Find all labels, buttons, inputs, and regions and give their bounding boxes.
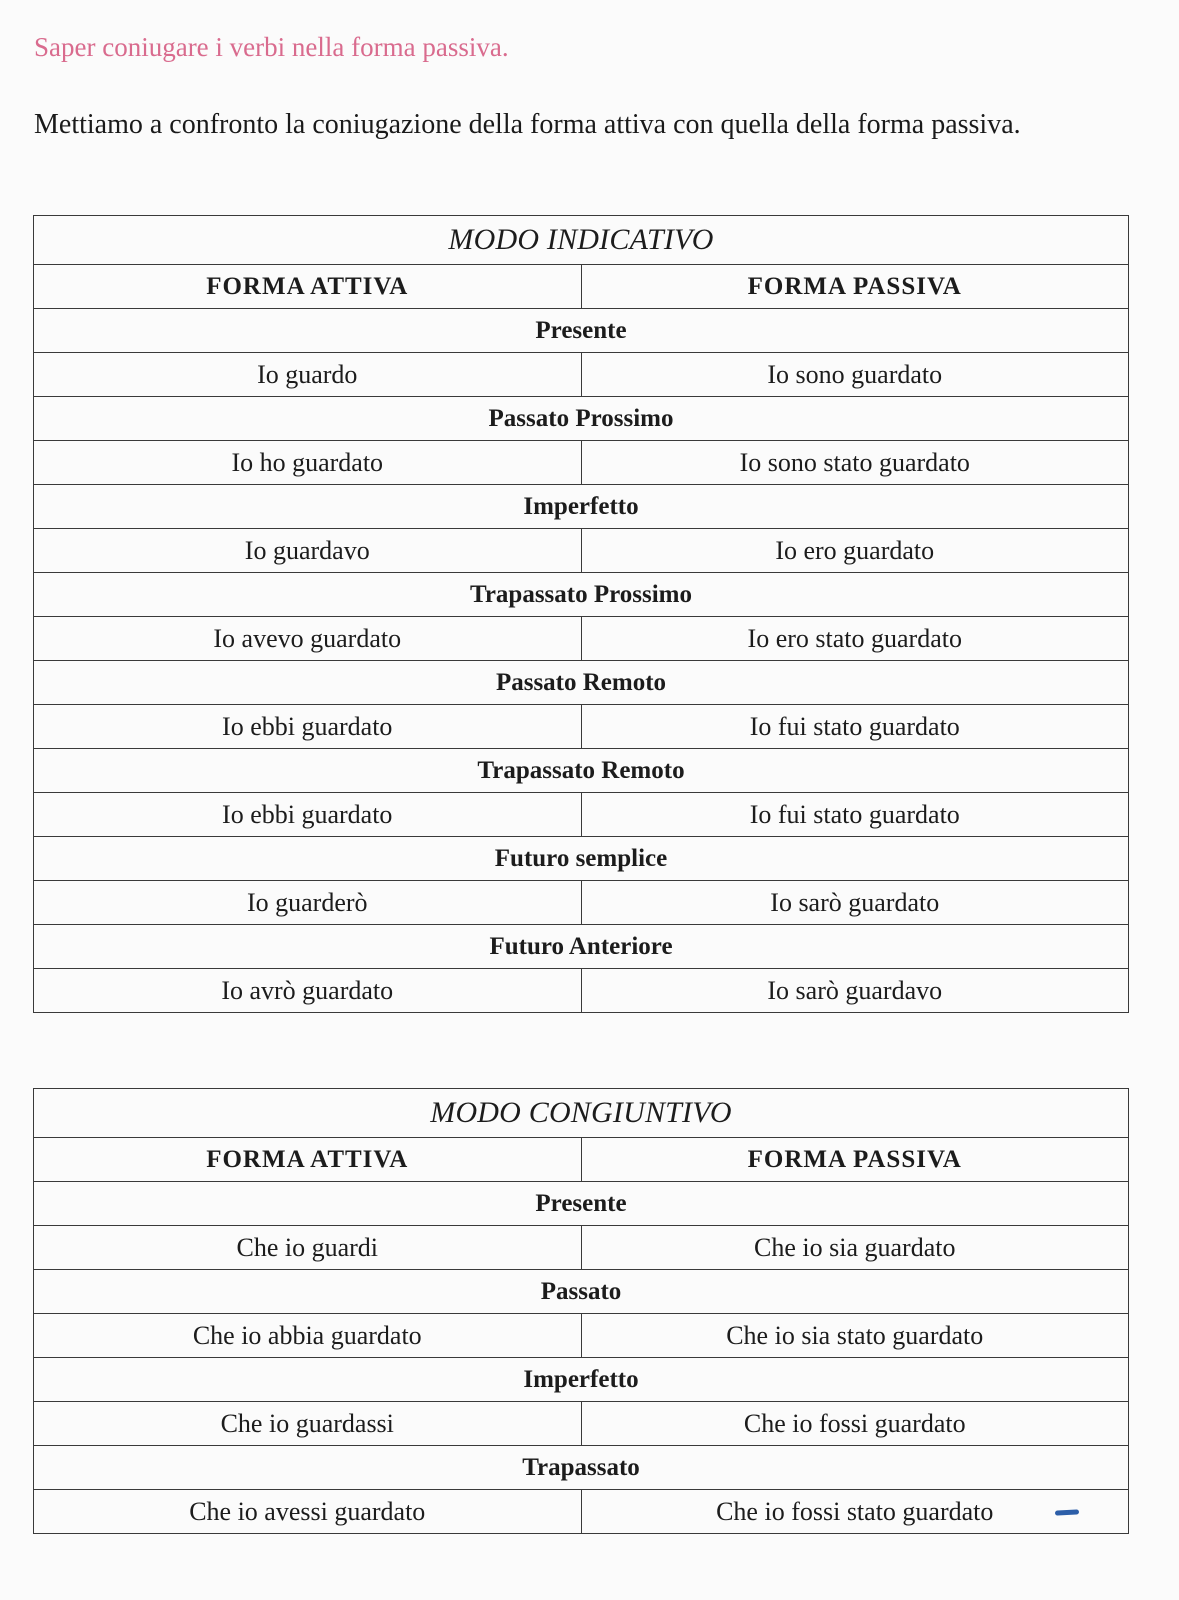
tense-label: Imperfetto bbox=[34, 1358, 1129, 1402]
active-form: Io ebbi guardato bbox=[34, 705, 582, 749]
passive-form: Che io fossi stato guardato bbox=[581, 1490, 1129, 1534]
tense-label: Presente bbox=[34, 309, 1129, 353]
column-header-row bbox=[34, 265, 1129, 309]
active-form: Io ebbi guardato bbox=[34, 793, 582, 837]
conjugation-row bbox=[34, 1226, 1129, 1270]
conjugation-row bbox=[34, 529, 1129, 573]
passive-form: Che io sia guardato bbox=[581, 1226, 1129, 1270]
conjugation-row bbox=[34, 969, 1129, 1013]
active-form: Che io guardi bbox=[34, 1226, 582, 1270]
active-form: Io avrò guardato bbox=[34, 969, 582, 1013]
conjugation-row bbox=[34, 1314, 1129, 1358]
tense-row bbox=[34, 661, 1129, 705]
col-header-passive: FORMA PASSIVA bbox=[581, 265, 1129, 309]
conjugation-row bbox=[34, 881, 1129, 925]
active-form: Io guardo bbox=[34, 353, 582, 397]
intro-paragraph: Mettiamo a confronto la coniugazione della forma attiva con quella della forma passiva. bbox=[34, 109, 1021, 140]
mode-title: MODO CONGIUNTIVO bbox=[34, 1089, 1129, 1138]
passive-form: Io sarò guardavo bbox=[581, 969, 1129, 1013]
tense-row bbox=[34, 397, 1129, 441]
page-heading: Saper coniugare i verbi nella forma passiva. bbox=[34, 32, 509, 62]
passive-form: Che io sia stato guardato bbox=[581, 1314, 1129, 1358]
tense-row bbox=[34, 837, 1129, 881]
tense-row bbox=[34, 1446, 1129, 1490]
active-form: Io guardavo bbox=[34, 529, 582, 573]
tense-label: Passato Remoto bbox=[34, 661, 1129, 705]
tense-row bbox=[34, 1358, 1129, 1402]
conjugation-row bbox=[34, 617, 1129, 661]
passive-form: Io ero stato guardato bbox=[581, 617, 1129, 661]
conjugation-row bbox=[34, 1402, 1129, 1446]
column-header-row bbox=[34, 1138, 1129, 1182]
tense-label: Passato Prossimo bbox=[34, 397, 1129, 441]
tense-label: Trapassato Remoto bbox=[34, 749, 1129, 793]
mode-title-row bbox=[34, 1089, 1129, 1138]
conjugation-row bbox=[34, 1490, 1129, 1534]
tense-label: Futuro Anteriore bbox=[34, 925, 1129, 969]
tense-label: Trapassato bbox=[34, 1446, 1129, 1490]
active-form: Che io avessi guardato bbox=[34, 1490, 582, 1534]
passive-form: Io sono stato guardato bbox=[581, 441, 1129, 485]
tense-label: Trapassato Prossimo bbox=[34, 573, 1129, 617]
tense-row bbox=[34, 749, 1129, 793]
passive-form: Che io fossi guardato bbox=[581, 1402, 1129, 1446]
col-header-active: FORMA ATTIVA bbox=[34, 1138, 582, 1182]
active-form: Io ho guardato bbox=[34, 441, 582, 485]
passive-form: Io ero guardato bbox=[581, 529, 1129, 573]
active-form: Che io guardassi bbox=[34, 1402, 582, 1446]
tense-row bbox=[34, 1270, 1129, 1314]
tense-row bbox=[34, 925, 1129, 969]
tense-label: Passato bbox=[34, 1270, 1129, 1314]
active-form: Io guarderò bbox=[34, 881, 582, 925]
mode-title-row bbox=[34, 216, 1129, 265]
passive-form: Io fui stato guardato bbox=[581, 705, 1129, 749]
conjugation-row bbox=[34, 705, 1129, 749]
passive-form: Io sarò guardato bbox=[581, 881, 1129, 925]
conjugation-row bbox=[34, 353, 1129, 397]
active-form: Che io abbia guardato bbox=[34, 1314, 582, 1358]
tense-row bbox=[34, 309, 1129, 353]
active-form: Io avevo guardato bbox=[34, 617, 582, 661]
col-header-active: FORMA ATTIVA bbox=[34, 265, 582, 309]
passive-form: Io sono guardato bbox=[581, 353, 1129, 397]
tense-row bbox=[34, 1182, 1129, 1226]
tense-label: Futuro semplice bbox=[34, 837, 1129, 881]
tense-label: Imperfetto bbox=[34, 485, 1129, 529]
congiuntivo-table bbox=[33, 1088, 1129, 1534]
passive-form: Io fui stato guardato bbox=[581, 793, 1129, 837]
tense-row bbox=[34, 573, 1129, 617]
conjugation-row bbox=[34, 793, 1129, 837]
tense-row bbox=[34, 485, 1129, 529]
col-header-passive: FORMA PASSIVA bbox=[581, 1138, 1129, 1182]
conjugation-row bbox=[34, 441, 1129, 485]
mode-title: MODO INDICATIVO bbox=[34, 216, 1129, 265]
tense-label: Presente bbox=[34, 1182, 1129, 1226]
indicativo-table bbox=[33, 215, 1129, 1013]
